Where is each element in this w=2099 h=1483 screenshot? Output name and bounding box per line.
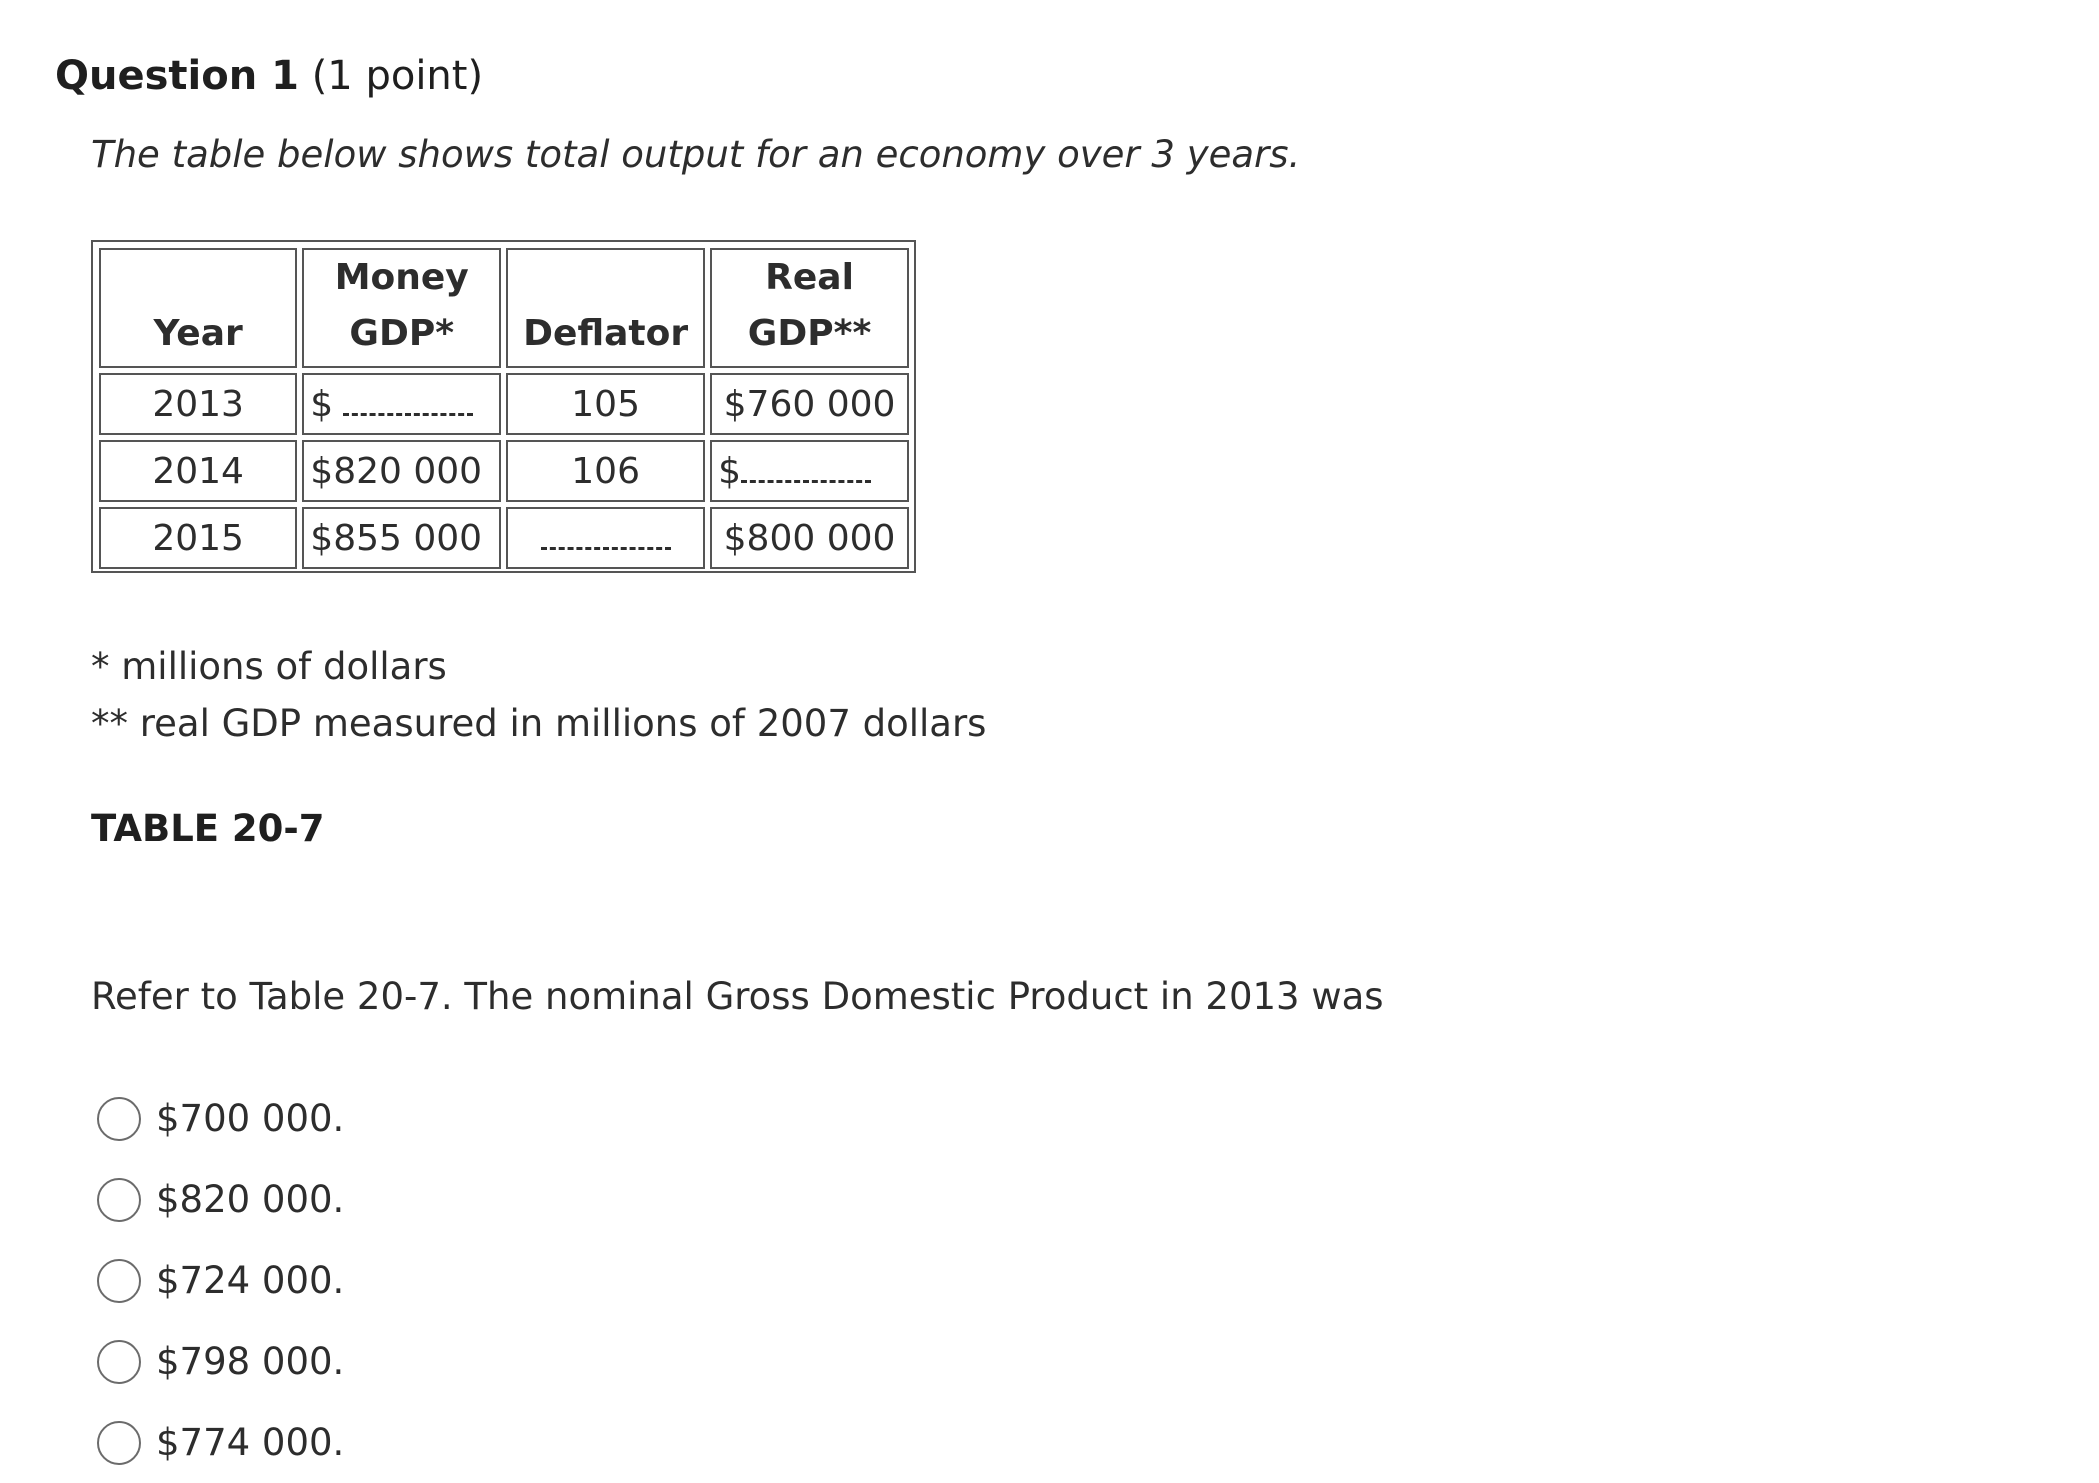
footnote-money: * millions of dollars	[91, 645, 447, 688]
answer-option-label[interactable]: $774 000.	[156, 1421, 345, 1464]
cell-real-gdp: $760 000	[710, 373, 909, 435]
cell-money-gdp: $855 000	[302, 507, 501, 569]
cell-real-gdp: $800 000	[710, 507, 909, 569]
output-table	[91, 240, 916, 573]
answer-blank	[343, 413, 473, 416]
answer-option-label[interactable]: $724 000.	[156, 1259, 345, 1302]
question-intro: The table below shows total output for an economy over 3 years.	[91, 133, 1301, 176]
answer-options	[97, 1078, 344, 1483]
answer-option[interactable]	[97, 1402, 344, 1483]
header-year: Year	[99, 248, 297, 368]
header-deflator: Deflator	[506, 248, 705, 368]
question-header	[55, 52, 483, 100]
question-points: (1 point)	[311, 53, 484, 99]
cell-money-gdp: $820 000	[302, 440, 501, 502]
footnote-real: ** real GDP measured in millions of 2007 dollars	[91, 702, 987, 745]
question-title: Question 1	[55, 53, 299, 99]
cell-year: 2014	[99, 440, 297, 502]
table-header-row	[99, 248, 909, 368]
cell-year: 2013	[99, 373, 297, 435]
cell-year: 2015	[99, 507, 297, 569]
answer-option[interactable]	[97, 1240, 344, 1321]
cell-deflator	[506, 507, 705, 569]
answer-option[interactable]	[97, 1078, 344, 1159]
answer-option[interactable]	[97, 1321, 344, 1402]
radio-button[interactable]	[97, 1178, 141, 1222]
cell-real-gdp: $	[710, 440, 909, 502]
radio-button[interactable]	[97, 1097, 141, 1141]
header-real-gdp: Real GDP**	[710, 248, 909, 368]
answer-option-label[interactable]: $820 000.	[156, 1178, 345, 1221]
answer-option-label[interactable]: $798 000.	[156, 1340, 345, 1383]
radio-button[interactable]	[97, 1340, 141, 1384]
output-table-grid	[94, 243, 914, 574]
radio-button[interactable]	[97, 1259, 141, 1303]
table-row	[99, 507, 909, 569]
radio-button[interactable]	[97, 1421, 141, 1465]
header-money-gdp: Money GDP*	[302, 248, 501, 368]
table-label: TABLE 20-7	[91, 807, 325, 850]
cell-deflator: 105	[506, 373, 705, 435]
answer-option-label[interactable]: $700 000.	[156, 1097, 345, 1140]
table-row	[99, 373, 909, 435]
question-prompt: Refer to Table 20-7. The nominal Gross Domestic Product in 2013 was	[91, 975, 1384, 1018]
answer-blank	[541, 547, 671, 550]
cell-deflator: 106	[506, 440, 705, 502]
table-footnotes	[91, 638, 986, 752]
answer-option[interactable]	[97, 1159, 344, 1240]
cell-money-gdp: $	[302, 373, 501, 435]
table-row	[99, 440, 909, 502]
answer-blank	[741, 480, 871, 483]
